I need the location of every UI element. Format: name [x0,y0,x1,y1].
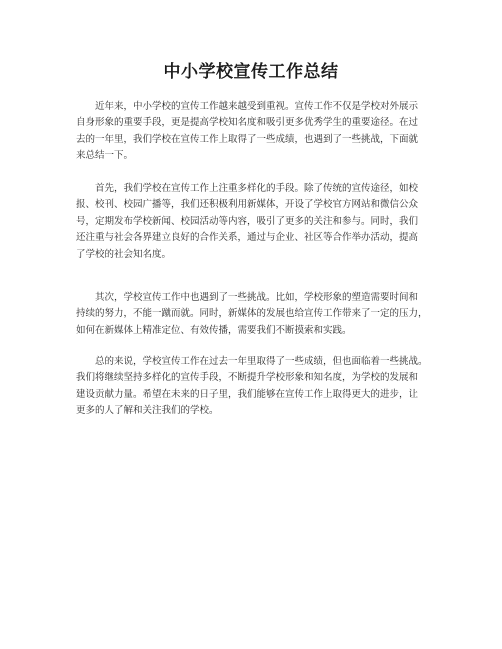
paragraph-line: 自身形象的重要手段，更是提高学校知名度和吸引更多优秀学生的重要途径。在过 [76,117,419,129]
paragraph-line: 了学校的社会知名度。 [76,248,172,260]
paragraph-line: 其次，学校宣传工作中也遇到了一些挑战。比如，学校形象的塑造需要时间和 [95,292,419,303]
paragraph-line: 来总结一下。 [76,150,134,162]
document-title: 中小学校宣传工作总结 [163,62,339,82]
paragraph-line: 建设贡献力量。希望在未来的日子里，我们能够在宣传工作上取得更大的进步，让 [76,388,419,400]
paragraph-line: 去的一年里，我们学校在宣传工作上取得了一些成绩，也遇到了一些挑战，下面就 [76,133,419,145]
paragraph-conclusion [76,354,434,420]
paragraph-line: 持续的努力，不能一蹴而就。同时，新媒体的发展也给宣传工作带来了一定的压力， [76,308,428,320]
paragraph-line: 近年来，中小学校的宣传工作越来越受到重视。宣传工作不仅是学校对外展示 [95,101,419,112]
paragraph-intro [76,99,434,165]
paragraph-line: 更多的人了解和关注我们的学校。 [76,405,219,417]
paragraph-line: 还注重与社会各界建立良好的合作关系，通过与企业、社区等合作举办活动，提高 [76,232,419,244]
paragraph-line: 号，定期发布学校新闻、校园活动等内容，吸引了更多的关注和参与。同时，我们 [76,215,419,227]
paragraph-challenges [76,290,434,339]
paragraph-line: 总的来说，学校宣传工作在过去一年里取得了一些成绩，但也面临着一些挑战。 [95,356,428,367]
paragraph-line: 报、校刊、校园广播等，我们还积极利用新媒体，开设了学校官方网站和微信公众 [76,199,419,211]
paragraph-methods [76,181,434,263]
paragraph-line: 我们将继续坚持多样化的宣传手段，不断提升学校形象和知名度，为学校的发展和 [76,372,419,384]
paragraph-line: 首先，我们学校在宣传工作上注重多样化的手段。除了传统的宣传途径，如校 [95,183,419,194]
paragraph-line: 如何在新媒体上精准定位、有效传播，需要我们不断摸索和实践。 [76,324,352,336]
